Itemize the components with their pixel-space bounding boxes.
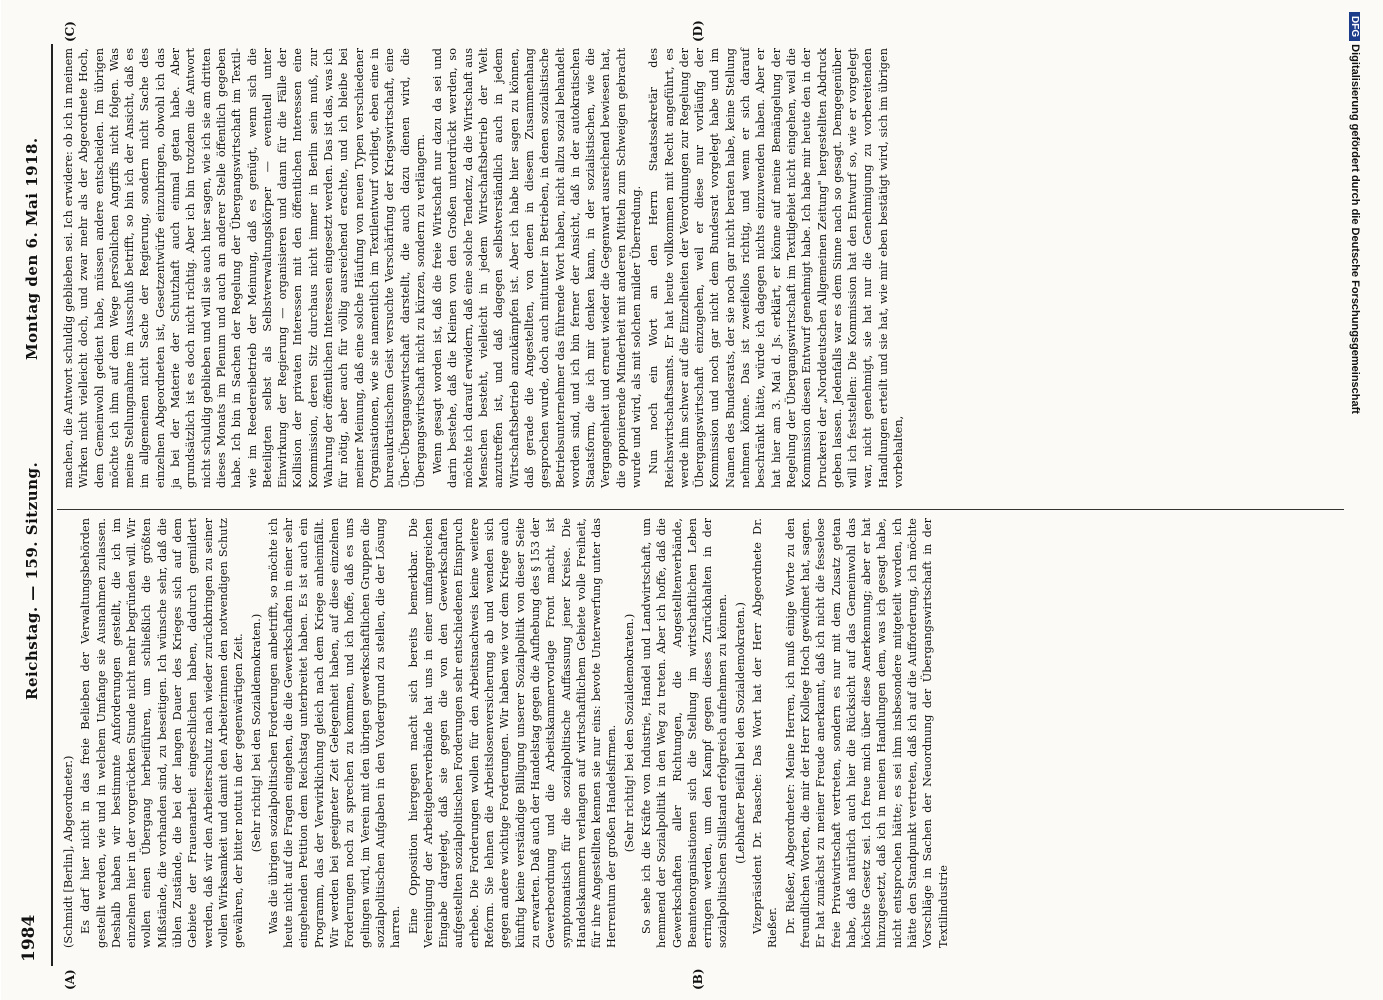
paragraph: Was die übrigen sozialpolitischen Forderungen anbetrifft, so möchte ich heute nicht auf die Fragen eingehen, die die Gewerkschaften in einer sehr eingehenden Petition dem Reichstag unterbreitet haben. Es ist auch ein Programm, das der Verwirklichung gleich nach dem Kriege anheimfällt. Wir werden bei geeigneter Zeit Gelegenheit haben, auf diese einzelnen Forderungen noch zu sprechen zu kommen, und ich hoffe, daß es uns gelingen wird, im Verein mit den übrigen gewerkschaftlichen Gruppen die sozialpolitischen Aufgaben in den Vordergrund zu stellen, die der Lösung harren. — [266, 518, 402, 948]
paragraph: So sehe ich die Kräfte von Industrie, Handel und Landwirtschaft, um hemmend der Sozialpolitik in den Weg zu treten. Aber ich hoffe, daß die Gewerkschaften aller Richtungen, die Angestelltenverbände, Beamtenorganisationen sich die Stellung im wirtschaftlichen Leben erringen werden, um den Kampf gegen dieses Zurückhalten in der sozialpolitischen Stillstand erfolgreich aufnehmen zu können. — [639, 518, 729, 948]
margin-mark-a: (A) — [62, 969, 77, 990]
speaker-continuation: (Schmidt [Berlin], Abgeordneter.) — [61, 755, 75, 948]
running-head-left: Reichstag. — 159. Sitzung. — [22, 461, 41, 700]
dfg-logo: DFG — [1349, 12, 1360, 41]
digitization-note — [1349, 8, 1375, 992]
paragraph: Es darf hier nicht in das freie Belieben der Verwaltungsbehörden gestellt werden, wie und in welchem Umfange sie Ausnahmen zulassen. Deshalb haben wir bestimmte Anforderungen gestellt, die ich im einzelnen hier in der vorgerückten Stunde nicht mehr begründen will. Wir wollen einen Übergang herbeiführen, um schließlich die größten Mißstände, die vorhanden sind, zu beseitigen. Ich wünsche sehr, daß die üblen Zustände, die bei der langen Dauer des Krieges sich auf dem Gebiete der Frauenarbeit eingeschlichen haben, dadurch gemildert werden, daß wir den Arbeiterschutz nach wieder zurückbringen zu seiner vollen Wirksamkeit und damit den Arbeiterinnen den notwendigen Schutz gewähren, der bitter nottut in der gegenwärtigen Zeit. — [78, 518, 245, 948]
left-column — [61, 518, 953, 948]
margin-mark-c: (C) — [62, 21, 77, 42]
paragraph: Eine Opposition hiergegen macht sich bereits bemerkbar. Die Vereinigung der Arbeitgeberverbände hat uns in einer umfangreichen Eingabe dargelegt, daß sie gegen die von den Gewerkschaften aufgestellten sozialpolitischen Forderungen sehr entschiedenen Einspruch erhebe. Die Forderungen wollen für den Arbeitsnachweis keine weitere Reform. Sie lehnen die Arbeitslosenversicherung ab und wenden sich gegen andere wichtige Forderungen. Wir haben wie vor dem Kriege auch künftig keine verständige Billigung unserer Sozialpolitik von dieser Seite zu erwarten. Daß auch der Handelstag gegen die Aufhebung des § 153 der Gewerbeordnung und die Arbeitskammervorlage Front macht, ist symptomatisch für die sozialpolitische Auffassung jener Kreise. Die Handelskammern verlangen auf wirtschaftlichem Gebiete volle Freiheit, für ihre Angestellten kennen sie nur eins: bevote Unterwerfung unter das Herrentum der großen Handelsfirmen. — [406, 518, 618, 948]
paragraph: machen, die Antwort schuldig geblieben sei. Ich erwidere: ob ich in meinem Wirken nicht vielleicht doch, und zwar mehr als der Abgeordnete Hoch, dem Gemeinwohl gedient habe, müssen andere entscheiden. Im übrigen möchte ich ihm auf dem Wege persönlichen Angriffs nicht folgen. Was meine Stellungnahme im Ausschuß betrifft, so bin ich der Ansicht, daß es im allgemeinen nicht Sache der Regierung, sondern nicht Sache des einzelnen Abgeordneten ist, Gesetzentwürfe einzubringen, obwohl ich das ja bei der Materie der Schutzhaft auch einmal getan habe. Aber grundsätzlich ist es doch nicht richtig. Aber ich bin trotzdem die Antwort nicht schuldig geblieben und will sie auch hier sagen, wie ich sie am dritten dieses Monats im Plenum und auch an anderer Stelle öffentlich gegeben habe. Ich bin in Sachen der Regelung der Übergangswirtschaft im Textil- wie im Reedereibetrieb der Meinung, daß es genügt, wenn sich die Beteiligten selbst als Selbstverwaltungskörper — eventuell unter Einwirkung der Regierung — organisieren und dann für die Fälle der Kollision der privaten Interessen mit den öffentlichen Interessen eine Kommission, deren Sitz durchaus nicht immer in Berlin sein muß, zur Wahrung der öffentlichen Interessen eingesetzt werden. Das ist das, was ich für nötig, aber auch für völlig ausreichend erachte, und ich bleibe bei meiner Meinung, daß eine solche Häufung von neuen Typen verschiedener Organisationen, wie sie namentlich im Textilentwurf vorliegt, eben eine in bureaukratischem Geist versuchte Verschärfung der Kriegswirtschaft, eine Über-Übergangswirtschaft darstellt, die auch dazu dienen wird, die Übergangswirtschaft nicht zu kürzen, sondern zu verlängern. — [61, 48, 427, 488]
header-rule — [51, 44, 53, 966]
paragraph: Wenn gesagt worden ist, daß die freie Wirtschaft nur dazu da sei und darin bestehe, daß die Kleinen von den Großen unterdrückt werden, so möchte ich darauf erwidern, daß eine solche Tendenz, da die Wirtschaft aus Menschen besteht, vielleicht in jedem Wirtschaftsbetrieb der Welt anzutreffen ist, und daß dagegen selbstverständlich auch in jedem Wirtschaftsbetrieb anzukämpfen ist. Aber ich habe hier sagen zu können, daß gerade die Angestellten, von denen in diesem Zusammenhang gesprochen wurde, doch auch mitunter in Betrieben, in denen sozialistische Betriebsunternehmer das führende Wort haben, nicht allzu sozial behandelt worden sind, und ich bin ferner der Ansicht, daß in der autokratischen Staatsform, die ich mir denken kann, in der sozialistischen, wie die Vergangenheit und erneut wieder die Gegenwart ausreichend bewiesen hat, die opponierende Minderheit mit anderen Mitteln zum Schweigen gebracht wurde und wird, als mit solchen milder Überredung. — [430, 48, 643, 488]
interjection: (Sehr richtig! bei den Sozialdemokraten.) — [622, 613, 636, 853]
paragraph: Dr. Rießer, Abgeordneter: Meine Herren, ich muß einige Worte zu den freundlichen Worten, die mir der Herr Kollege Hoch gewidmet hat, sagen. Er hat zunächst zu meiner Freude anerkannt, daß ich nicht die fesselose freie Privatwirtschaft vertreten, sondern es nur mit dem Zusatz getan habe, daß natürlich auch hier die Rücksicht auf das Gemeinwohl das höchste Gesetz sei. Ich freue mich über diese Anerkennung; aber er hat hinzugesetzt, daß ich in meinen Handlungen dem, was ich gesagt habe, nicht entsprochen hätte; es sei ihm insbesondere mitgeteilt worden, ich hätte den Standpunkt vertreten, daß ich auf die Aufforderung, ich möchte Vorschläge in Sachen der Neuordnung der Übergangswirtschaft in der Textilindustrie — [783, 518, 950, 948]
newspaper-page — [1, 0, 1383, 1000]
column-divider — [57, 509, 1344, 510]
digitization-text: Digitalisierung gefördert durch die Deutsche Forschungsgemeinschaft — [1349, 44, 1361, 414]
interjection: (Sehr richtig! bei den Sozialdemokraten.) — [249, 613, 263, 853]
paragraph: Nun noch ein Wort an den Herrn Staatssekretär des Reichswirtschaftsamts. Er hat heute vollkommen mit Recht angeführt, es werde ihm schwer auf die Einzelheiten der Verordnungen zur Regelung der Übergangswirtschaft einzugehen, weil er diese nur vorläufig der Kommission und noch gar nicht dem Bundesrat vorgelegt habe und im Namen des Bundesrats, der sie noch gar nicht beraten habe, keine Stellung nehmen könne. Das ist zweifellos richtig, und wenn er sich darauf beschränkt hätte, würde ich dagegen nichts einzuwenden haben. Aber er hat hier am 3. Mai d. Js. erklärt, er könne auf meine Bemängelung der Regelung der Übergangswirtschaft im Textilgebiet nicht eingehen, weil die Kommission diesen Entwurf genehmigt habe. Ich habe mir heute den in der Druckerei der „Norddeutschen Allgemeinen Zeitung" hergestellten Abdruck geben lassen. Jedenfalls war es dem Sinne nach so gesagt. Demgegenüber will ich feststellen: Die Kommission hat den Entwurf so, wie er vorgelegt war, nicht genehmigt, sie hat nur die Genehmigung zu vorbereitenden Handlungen erteilt und sie hat, wie mir eben bestätigt wird, sich im übrigen vorbehalten, — [646, 48, 905, 488]
margin-mark-b: (B) — [690, 968, 705, 990]
interjection: (Lebhafter Beifall bei den Sozialdemokraten.) — [733, 602, 747, 864]
speaker-announcement: Vizepräsident Dr. Paasche: Das Wort hat der Herr Abgeordnete Dr. Rießer. — [750, 518, 779, 948]
margin-mark-d: (D) — [690, 20, 705, 42]
right-column — [61, 48, 908, 488]
page-number: 1984 — [18, 914, 39, 962]
running-head-right: Montag den 6. Mai 1918. — [22, 137, 41, 360]
